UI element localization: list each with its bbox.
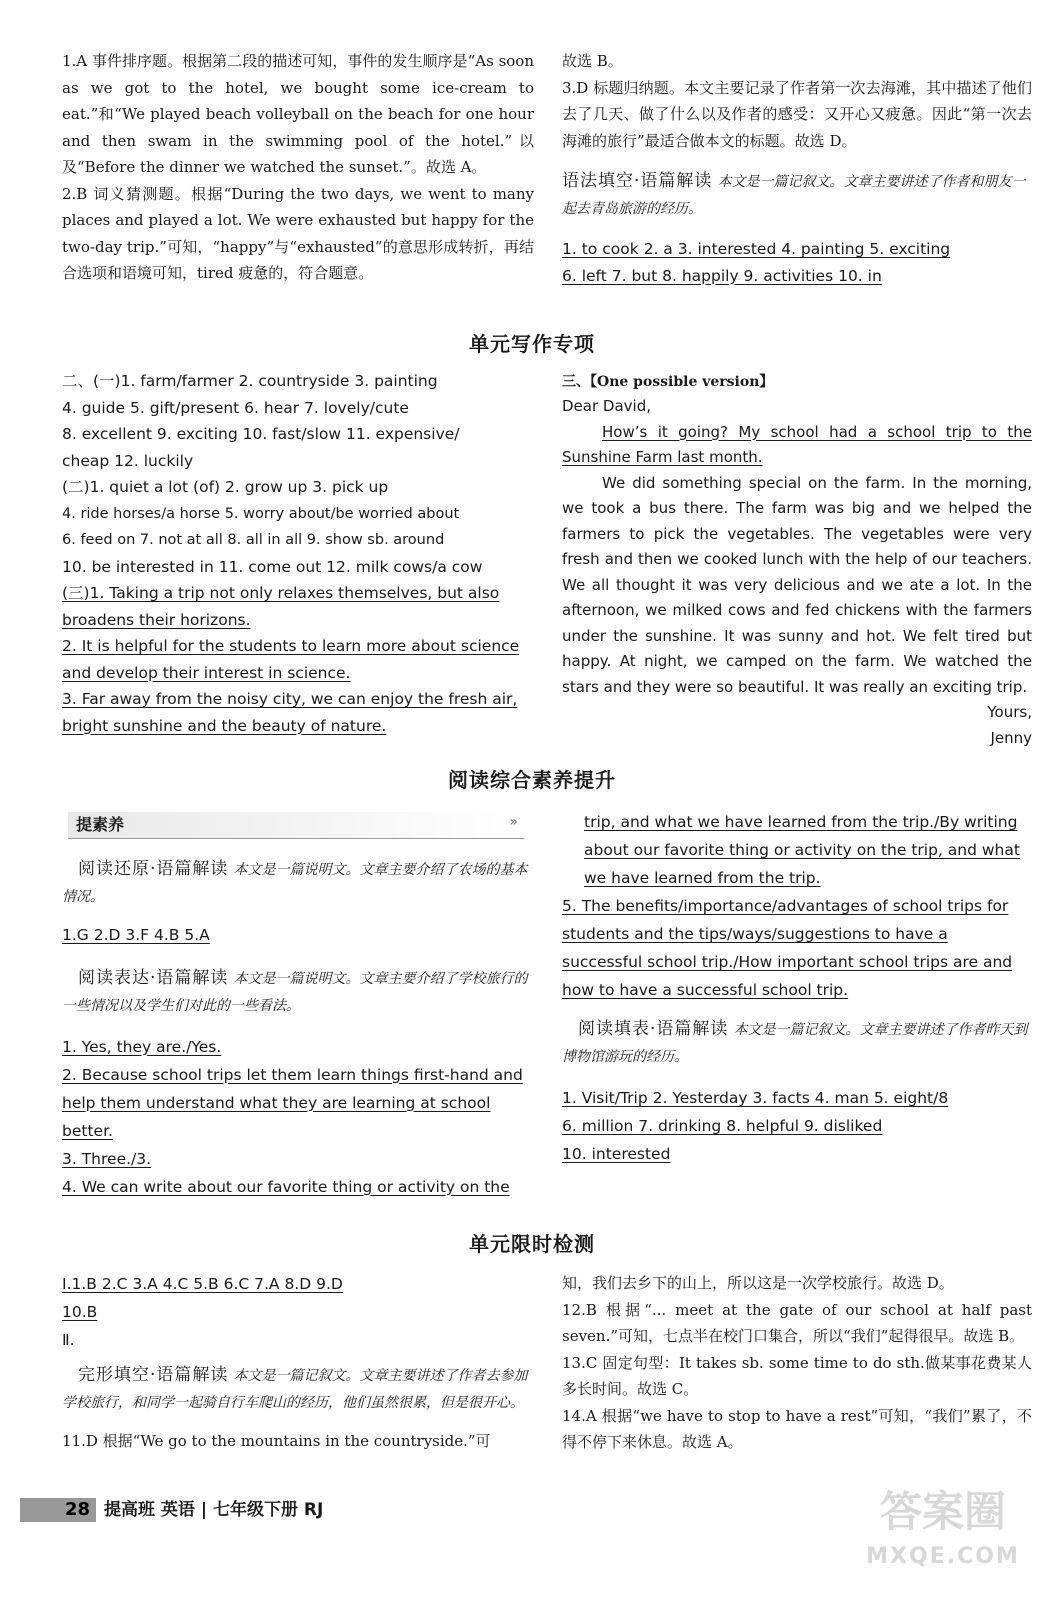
grammar-answers-row-2: 6. left 7. but 8. happily 9. activities 10. in (562, 266, 882, 285)
reading-right (562, 808, 1032, 1168)
table-answers-row-2: 6. million 7. drinking 8. helpful 9. disliked (562, 1117, 883, 1135)
writing-sentence: 2. It is helpful for the students to learn more about science and develop their interest in science. (62, 637, 520, 682)
question-3-explanation: 3.D 标题归纳题。本文主要记录了作者第一次去海滩，其中描述了他们去了几天、做了什么以及作者的感受：又开心又疲惫。因此“第一次去海滩的旅行”最适合做本文的标题。故选 D。 (562, 78, 1032, 150)
table-answers-row-1: 1. Visit/Trip 2. Yesterday 3. facts 4. man 5. eight/8 (562, 1089, 949, 1107)
question-11-explanation: 11.D 根据“We go to the mountains in the countryside.”可 (62, 1432, 491, 1450)
top-right-block (562, 48, 1032, 289)
answer-item-continued: trip, and what we have learned from the trip./By writing about our favorite thing or activity on the trip, and what we have learned from the trip. (584, 813, 1020, 887)
reading-restore-intro (62, 856, 534, 910)
essay-paragraph-1: How’s it going? My school had a school trip to the Sunshine Farm last month. (562, 422, 1032, 466)
section-description: 本文是一篇记叙文。文章主要讲述了作者去参加学校旅行，和同学一起骑自行车爬山的经历，他们虽然很累，但是很开心。 (62, 1368, 528, 1411)
writing-row: (二)1. quiet a lot (of) 2. grow up 3. pick up (62, 478, 389, 496)
question-13-explanation: 13.C 固定句型：It takes sb. some time to do sth.做某事花费某人多长时间。故选 C。 (562, 1353, 1032, 1398)
answer-item: 3. Three./3. (62, 1149, 152, 1168)
writing-row: 10. be interested in 11. come out 12. milk cows/a cow (62, 557, 483, 576)
reading-left (62, 856, 534, 1201)
section-title: 语法填空·语篇解读 (562, 171, 713, 191)
section-description: 本文是一篇记叙文。文章主要讲述了作者和朋友一起去青岛旅游的经历。 (562, 174, 1026, 217)
heading-timed-test: 单元限时检测 (469, 1232, 595, 1256)
watermark-url: MXQE.COM (866, 1544, 1020, 1569)
section-description: 本文是一篇记叙文。文章主要讲述了作者昨天到博物馆游玩的经历。 (562, 1022, 1028, 1065)
heading-writing: 单元写作专项 (469, 332, 595, 356)
writing-sentence: (三)1. Taking a trip not only relaxes themselves, but also broadens their horizons. (62, 584, 500, 629)
banner-label: 提素养 (76, 815, 125, 834)
section-title: 阅读填表·语篇解读 (578, 1019, 729, 1039)
writing-row: 二、(一)1. farm/farmer 2. countryside 3. painting (62, 372, 438, 390)
test-right (562, 1270, 1032, 1456)
grammar-fill-intro (562, 168, 1032, 222)
reading-restore-answers: 1.G 2.D 3.F 4.B 5.A (62, 926, 210, 944)
writing-row: 4. ride horses/a horse 5. worry about/be worried about (62, 505, 460, 522)
watermark-logo (848, 1482, 1038, 1592)
answer-item: 4. We can write about our favorite thing or activity on the (62, 1177, 510, 1196)
section-description: 本文是一篇说明文。文章主要介绍了农场的基本情况。 (62, 862, 528, 905)
essay-greeting: Dear David, (562, 397, 651, 415)
answer-item: 5. The benefits/importance/advantages of school trips for students and the tips/ways/suggestions to have a successful school trip./How important school trips are and how to have a successful school trip. (562, 897, 1013, 999)
test-left (62, 1270, 534, 1455)
essay-label: 三、【One possible version】 (562, 374, 774, 390)
watermark-text: 答案圈 (879, 1487, 1006, 1536)
continued-text: 知，我们去乡下的山上，所以这是一次学校旅行。故选 D。 (562, 1274, 954, 1292)
section-title: 完形填空·语篇解读 (78, 1365, 229, 1385)
question-14-explanation: 14.A 根据“we have to stop to have a rest”可知，“我们”累了，不得不停下来休息。故选 A。 (562, 1406, 1032, 1451)
writing-row: 8. excellent 9. exciting 10. fast/slow 11. expensive/ (62, 425, 460, 443)
test-answers-row-2: 10.B (62, 1303, 98, 1321)
continued-text: 故选 B。 (562, 52, 623, 70)
writing-row: 4. guide 5. gift/present 6. hear 7. lovely/cute (62, 398, 409, 417)
cloze-intro (62, 1362, 534, 1416)
page-number: 28 (20, 1498, 96, 1522)
test-answers-row-1: Ⅰ.1.B 2.C 3.A 4.C 5.B 6.C 7.A 8.D 9.D (62, 1275, 343, 1293)
reading-table-intro (562, 1016, 1032, 1070)
reading-express-intro (62, 965, 534, 1019)
essay-signature: Jenny (990, 728, 1032, 747)
essay-paragraph-2: We did something special on the farm. In the morning, we took a bus there. The farm was big and we helped the farmers to pick the vegetables. The vegetables were very fresh and then we cooked lunch with the help of our teachers. We all thought it was very delicious and we ate a lot. In the afternoon, we milked cows and fed chickens with the farmers under the sunshine. It was sunny and hot. We felt tired but happy. At night, we camped on the farm. We watched the stars and they were so beautiful. It was really an exciting trip. (562, 473, 1032, 696)
question-12-explanation: 12.B 根据“... meet at the gate of our school at half past seven.”可知，七点半在校门口集合，所以“我们”起得很早。故选 B。 (562, 1300, 1032, 1345)
question-1-explanation: 1.A 事件排序题。根据第二段的描述可知，事件的发生顺序是“As soon as we got to the hotel, we bought some ice-cream to eat.”和“We played beach volleyball on the beach for one hour and then swam in the swimming pool of the hotel.”以及“Before the dinner we watched the sunset.”。故选 A。 (62, 52, 534, 176)
double-chevron-icon: » (509, 814, 518, 830)
book-title: 提高班 英语 | 七年级下册 RJ (104, 1500, 324, 1520)
writing-sentence: 3. Far away from the noisy city, we can enjoy the fresh air, bright sunshine and the beauty of nature. (62, 690, 518, 735)
table-answers-row-3: 10. interested (562, 1145, 671, 1163)
top-left-block (62, 48, 534, 287)
literacy-banner (68, 812, 524, 839)
essay-closing: Yours, (987, 703, 1032, 721)
writing-answers (62, 368, 534, 739)
heading-reading: 阅读综合素养提升 (448, 768, 616, 792)
question-2-explanation: 2.B 词义猜测题。根据“During the two days, we went to many places and played a lot. We were exhausted but happy for the two-day trip.”可知，“happy”与“exhausted”的意思形成转折，再结合选项和语境可知，tired 疲惫的，符合题意。 (62, 184, 534, 282)
grammar-answers-row-1: 1. to cook 2. a 3. interested 4. painting 5. exciting (562, 240, 951, 258)
model-essay (562, 370, 1032, 751)
section-description: 本文是一篇说明文。文章主要介绍了学校旅行的一些情况以及学生们对此的一些看法。 (62, 970, 528, 1014)
section-title: 阅读还原·语篇解读 (78, 859, 229, 879)
test-part-2: Ⅱ. (62, 1331, 75, 1349)
writing-row: cheap 12. luckily (62, 451, 194, 470)
answer-item: 1. Yes, they are./Yes. (62, 1037, 222, 1056)
answer-item: 2. Because school trips let them learn things first-hand and help them understand what they are learning at school better. (62, 1065, 523, 1140)
writing-row: 6. feed on 7. not at all 8. all in all 9. show sb. around (62, 532, 445, 548)
section-title: 阅读表达·语篇解读 (78, 967, 229, 988)
